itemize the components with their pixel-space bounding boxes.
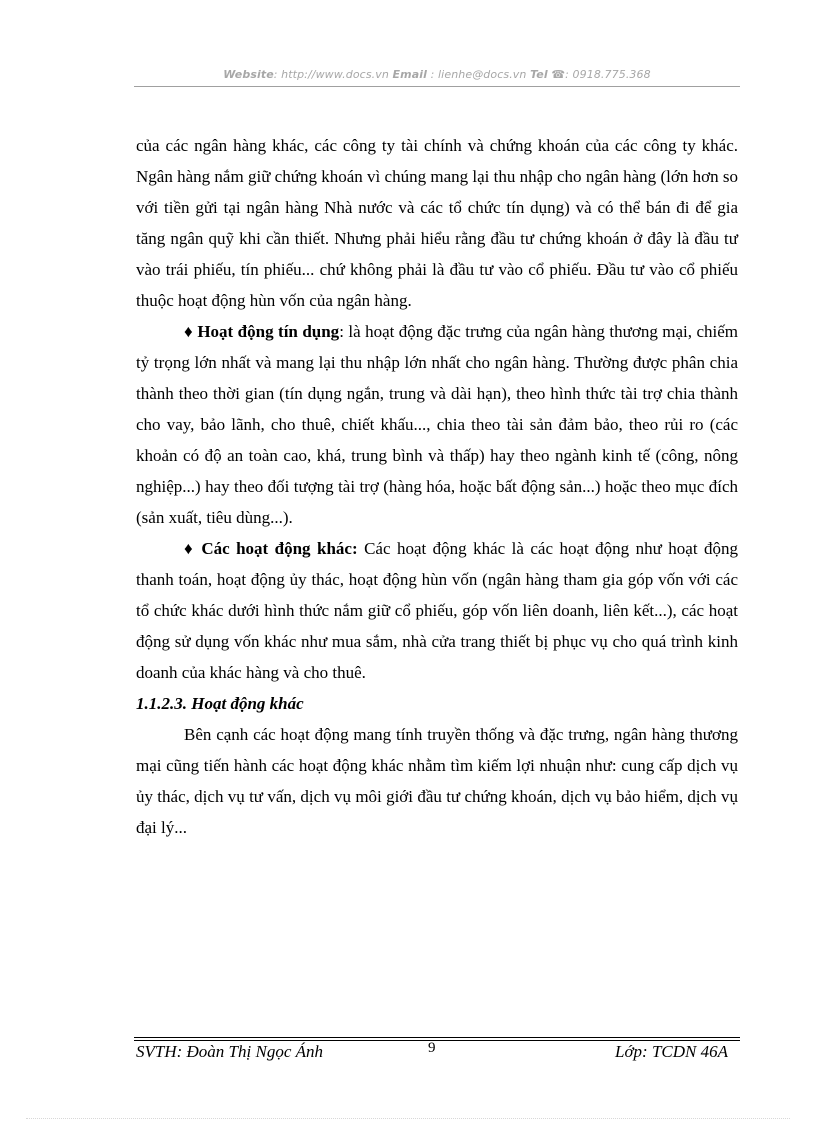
website-label: Website [223, 68, 274, 81]
phone-icon: ☎ [551, 68, 566, 81]
paragraph-3-text: Các hoạt động khác là các hoạt động như hoạt động thanh toán, hoạt động ủy thác, hoạt động hùn vốn (ngân hàng tham gia góp vốn với các tổ chức khác dưới hình thức nắm giữ cổ phiếu, góp vốn liên doanh, liên kết...), các hoạt động sử dụng vốn khác như mua sắm, nhà cửa trang thiết bị phục vụ cho quá trình kinh doanh của khác hàng và cho thuê. [136, 539, 738, 682]
paragraph-2-text: : là hoạt động đặc trưng của ngân hàng thương mại, chiếm tỷ trọng lớn nhất và mang lại thu nhập lớn nhất cho ngân hàng. Thường được phân chia thành theo thời gian (tín dụng ngắn, trung và dài hạn), theo hình thức tài trợ chia thành cho vay, bảo lãnh, cho thuê, chiết khấu..., chia theo tài sản đảm bảo, theo rủi ro (các khoản có độ an toàn cao, khá, trung bình và thấp) hay theo ngành kinh tế (công, nông nghiệp...) hay theo đối tượng tài trợ (hàng hóa, hoặc bất động sản...) hoặc theo mục đích (sản xuất, tiêu dùng...). [136, 322, 738, 527]
footer-rule-top [134, 1037, 740, 1038]
website-value: : http://www.docs.vn [273, 68, 389, 81]
footer-page-number: 9 [428, 1040, 436, 1056]
paragraph-2 [136, 316, 738, 533]
paragraph-3-lead: ♦ Các hoạt động khác: [184, 539, 358, 558]
paragraph-1: của các ngân hàng khác, các công ty tài chính và chứng khoán của các công ty khác. Ngân hàng nắm giữ chứng khoán vì chúng mang lại thu nhập cho ngân hàng (lớn hơn so với tiền gửi tại ngân hàng Nhà nước và các tổ chức tín dụng) và có thể bán đi để gia tăng ngân quỹ khi cần thiết. Nhưng phải hiểu rằng đầu tư chứng khoán ở đây là đầu tư vào trái phiếu, tín phiếu... chứ không phải là đầu tư vào cổ phiếu. Đầu tư vào cổ phiếu thuộc hoạt động hùn vốn của ngân hàng. [136, 136, 738, 310]
paragraph-4: Bên cạnh các hoạt động mang tính truyền thống và đặc trưng, ngân hàng thương mại cũng tiến hành các hoạt động khác nhằm tìm kiếm lợi nhuận như: cung cấp dịch vụ ủy thác, dịch vụ tư vấn, dịch vụ môi giới đầu tư chứng khoán, dịch vụ bảo hiểm, dịch vụ đại lý... [136, 725, 738, 837]
paragraph-3 [136, 533, 738, 688]
email-value: : lienhe@docs.vn [430, 68, 527, 81]
footer-author: SVTH: Đoàn Thị Ngọc Ánh [136, 1042, 323, 1061]
email-label: Email [392, 68, 427, 81]
page-header [134, 68, 740, 81]
paragraph-2-lead: ♦ Hoạt động tín dụng [184, 322, 340, 341]
section-heading: 1.1.2.3. Hoạt động khác [136, 694, 304, 713]
tel-label: Tel [530, 68, 548, 81]
bottom-dotted-rule [26, 1118, 790, 1119]
header-rule [134, 86, 740, 87]
footer-class: Lớp: TCDN 46A [615, 1042, 728, 1061]
tel-value: : 0918.775.368 [565, 68, 651, 81]
document-body [136, 130, 738, 843]
page-footer [134, 1041, 740, 1065]
